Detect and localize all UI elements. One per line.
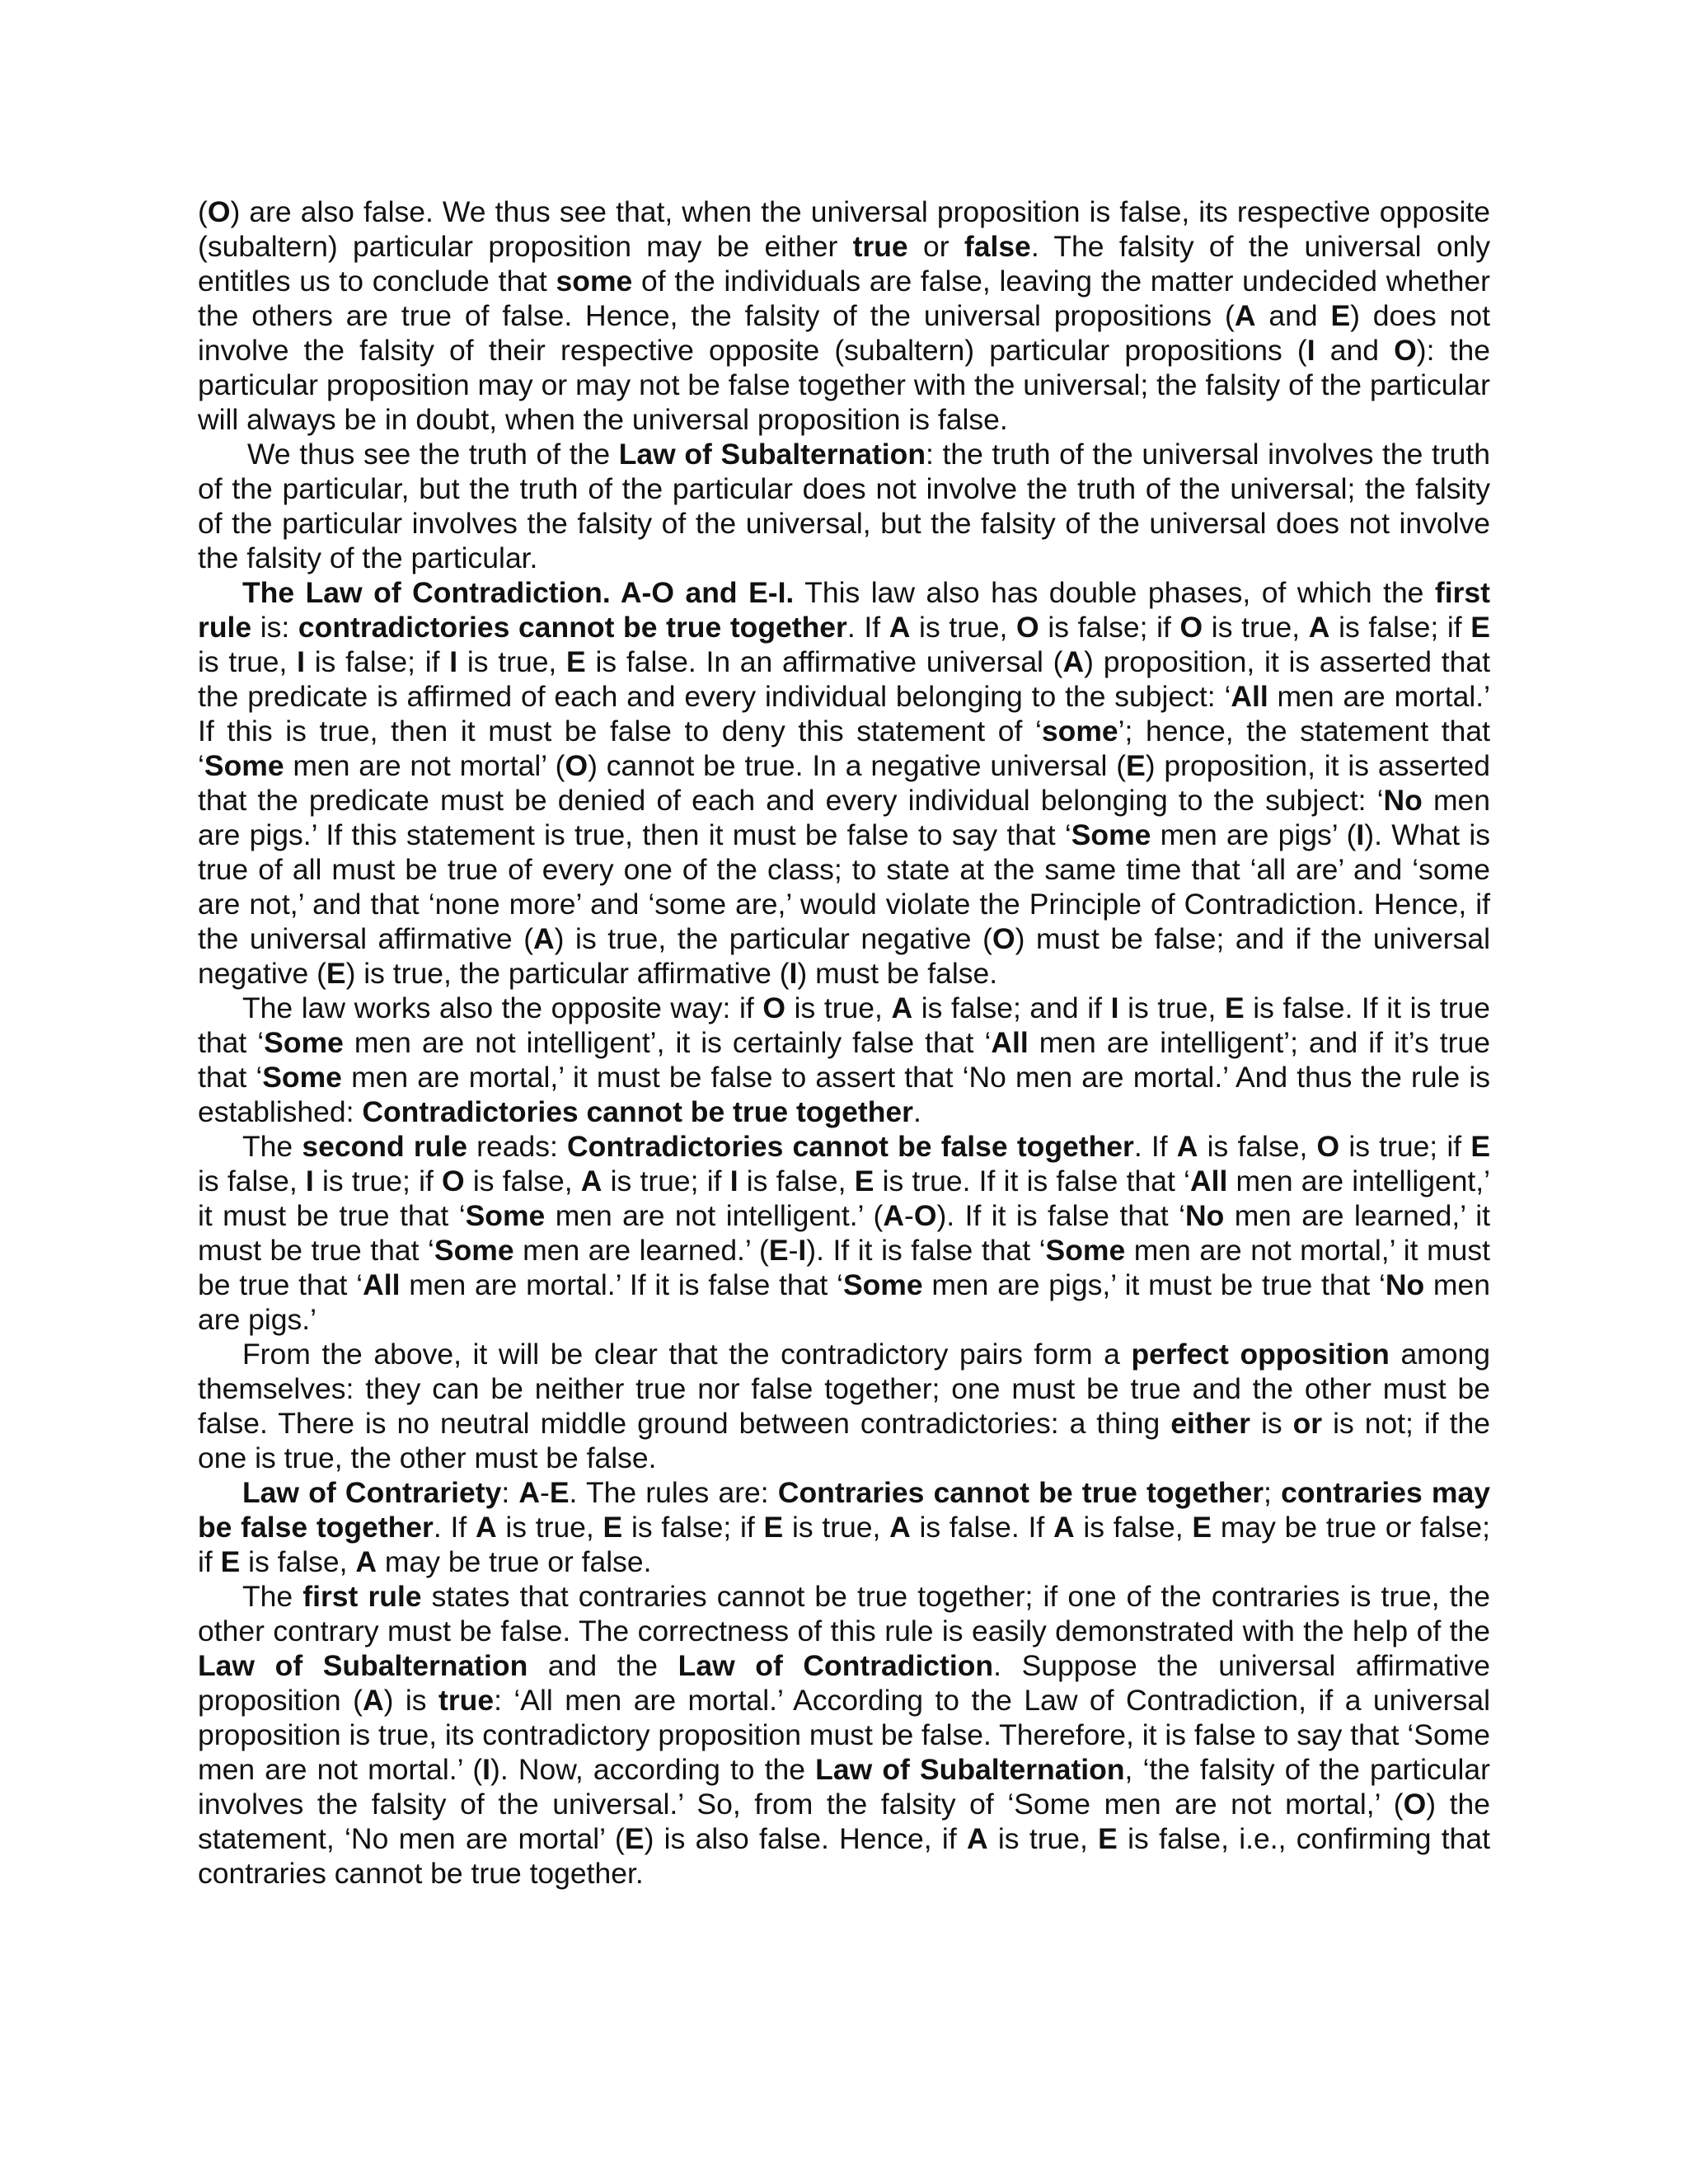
text-run: may be true or false.	[377, 1545, 652, 1578]
text-run: is false; if	[1039, 611, 1180, 644]
text-run: is:	[251, 611, 298, 644]
bold-text-run: I	[789, 957, 798, 990]
text-run: . Suppose the universal affirmative proposition (	[198, 1649, 1491, 1717]
bold-text-run: I	[1356, 818, 1365, 851]
bold-text-run: first rule	[198, 576, 1490, 644]
text-run: men are learned.’ (	[513, 1234, 769, 1267]
text-run: men are pigs.’ If this statement is true, then it must be false to say that ‘	[198, 784, 1491, 851]
bold-text-run: No	[1385, 1268, 1425, 1301]
bold-text-run: E	[1470, 1130, 1490, 1163]
paragraph	[198, 1337, 1490, 1475]
bold-text-run: Law of Contradiction	[678, 1649, 994, 1682]
text-run: The	[242, 1130, 302, 1163]
document-body	[198, 194, 1490, 1891]
text-run: ’; hence, the statement that ‘	[198, 715, 1490, 782]
text-run: ) the statement, ‘No men are mortal’ (	[198, 1788, 1490, 1855]
text-run: is false; if	[622, 1511, 764, 1544]
text-run: ): the particular proposition may or may not be false together with the universal; the falsity of the particular will always be in doubt, when the universal proposition is false.	[198, 334, 1490, 436]
bold-text-run: O	[1016, 611, 1039, 644]
bold-text-run: E	[624, 1822, 645, 1855]
bold-text-run: No	[1184, 1199, 1225, 1232]
text-run: and	[1255, 299, 1331, 332]
bold-text-run: Contraries cannot be true together	[777, 1476, 1264, 1509]
bold-text-run: A	[362, 1684, 384, 1717]
bold-text-run: A	[533, 922, 555, 955]
bold-text-run: Law of Contrariety	[242, 1476, 502, 1509]
bold-text-run: Some	[1045, 1234, 1126, 1267]
text-run: ). Now, according to the	[490, 1753, 816, 1786]
bold-text-run: The Law of Contradiction. A-O and E-I.	[242, 576, 795, 609]
text-run: ) must be false.	[797, 957, 998, 990]
bold-text-run: either	[1170, 1407, 1250, 1440]
paragraph	[198, 991, 1490, 1129]
bold-text-run: Some	[842, 1268, 923, 1301]
bold-text-run: some	[1041, 715, 1118, 748]
bold-text-run: Some	[264, 1026, 344, 1059]
bold-text-run: perfect opposition	[1131, 1338, 1390, 1371]
paragraph	[198, 1579, 1490, 1891]
bold-text-run: Some	[1071, 818, 1151, 851]
text-run: is true,	[783, 1511, 890, 1544]
bold-text-run: I	[482, 1753, 491, 1786]
text-run: is true,	[496, 1511, 603, 1544]
text-run: ). What is true of all must be true of every one of the class; to state at the same time that ‘all are’ and ‘some are not,’ and that ‘none more’ and ‘some are,’ would violate the Principle of Contradiction. Hence, if the universal affirmative (	[198, 818, 1491, 955]
text-run: is not; if the one is true, the other must be false.	[198, 1407, 1490, 1474]
text-run: is false; if	[1329, 611, 1471, 644]
text-run: men are not mortal’ (	[284, 749, 565, 782]
bold-text-run: E	[1470, 611, 1490, 644]
text-run: :	[501, 1476, 519, 1509]
bold-text-run: E	[220, 1545, 241, 1578]
text-run: (	[198, 195, 208, 228]
text-run: is true. If it is false that ‘	[874, 1165, 1190, 1197]
text-run: ) must be false; and if the universal negative (	[198, 922, 1490, 990]
bold-text-run: All	[363, 1268, 401, 1301]
text-run: states that contraries cannot be true together; if one of the contraries is true, the other contrary must be false. The correctness of this rule is easily demonstrated with the help of the	[198, 1580, 1491, 1647]
text-run: men are not intelligent.’ (	[545, 1199, 884, 1232]
text-run: is true; if	[313, 1165, 443, 1197]
bold-text-run: O	[1179, 611, 1203, 644]
bold-text-run: I	[798, 1234, 807, 1267]
text-run: is false,	[738, 1165, 855, 1197]
bold-text-run: Some	[262, 1061, 342, 1094]
bold-text-run: E	[1224, 991, 1245, 1024]
text-run: and	[1315, 334, 1395, 367]
bold-text-run: second rule	[302, 1130, 467, 1163]
text-run: is true; if	[1339, 1130, 1471, 1163]
bold-text-run: Some	[204, 749, 284, 782]
bold-text-run: I	[305, 1165, 314, 1197]
text-run: of the individuals are false, leaving the matter undecided whether the others are true of false. Hence, the falsity of the universal propositions (	[198, 265, 1490, 332]
bold-text-run: I	[1306, 334, 1315, 367]
text-run: or	[907, 230, 964, 263]
bold-text-run: I	[297, 645, 306, 678]
text-run: is false,	[464, 1165, 581, 1197]
bold-text-run: O	[1316, 1130, 1340, 1163]
text-run: ) is true, the particular affirmative (	[345, 957, 790, 990]
text-run: is false. If it is true that ‘	[198, 991, 1491, 1059]
text-run: men are intelligent’; and if it’s true that ‘	[198, 1026, 1490, 1094]
bold-text-run: A	[1234, 299, 1256, 332]
text-run: From the above, it will be clear that the contradictory pairs form a	[242, 1338, 1132, 1371]
text-run: ) is true, the particular negative (	[554, 922, 992, 955]
text-run: ;	[1264, 1476, 1282, 1509]
text-run: ) are also false. We thus see that, when the universal proposition is false, its respective opposite (subaltern) particular proposition may be either	[198, 195, 1490, 263]
text-run: ). If it is false that ‘	[806, 1234, 1046, 1267]
bold-text-run: contradictories cannot be true together	[298, 611, 847, 644]
bold-text-run: I	[729, 1165, 738, 1197]
text-run: and the	[528, 1649, 678, 1682]
text-run: is false, i.e., confirming that contraries cannot be true together.	[198, 1822, 1490, 1890]
text-run: men are pigs,’ it must be true that ‘	[922, 1268, 1386, 1301]
bold-text-run: A	[889, 611, 911, 644]
text-run: is true,	[785, 991, 892, 1024]
text-run: among themselves: they can be neither true nor false together; one must be true and the other must be false. There is no neutral middle ground between contradictories: a thing	[198, 1338, 1490, 1440]
bold-text-run: A	[580, 1165, 603, 1197]
paragraph	[198, 1129, 1490, 1337]
text-run: men are mortal,’ it must be false to assert that ‘No men are mortal.’ And thus the rule is established:	[198, 1061, 1490, 1128]
text-run: -	[904, 1199, 914, 1232]
paragraph	[198, 437, 1490, 575]
text-run: is true,	[987, 1822, 1099, 1855]
text-run: is false; and if	[912, 991, 1111, 1024]
bold-text-run: true	[438, 1684, 495, 1717]
text-run: ) is also false. Hence, if	[644, 1822, 967, 1855]
bold-text-run: O	[207, 195, 231, 228]
text-run: is true,	[1203, 611, 1309, 644]
bold-text-run: Some	[434, 1234, 514, 1267]
text-run: is false,	[198, 1165, 306, 1197]
bold-text-run: O	[1403, 1788, 1427, 1821]
text-run: men are learned,’ it must be true that ‘	[198, 1199, 1490, 1267]
bold-text-run: E	[549, 1476, 570, 1509]
text-run: may be true or false; if	[198, 1511, 1490, 1578]
bold-text-run: first rule	[302, 1580, 422, 1613]
text-run: : the truth of the universal involves the truth of the particular, but the truth of the particular does not involve the truth of the universal; the falsity of the particular involves the falsity of the universal, but the falsity of the universal does not involve the falsity of the particular.	[198, 438, 1490, 574]
bold-text-run: A	[889, 1511, 911, 1544]
text-run: .	[913, 1095, 921, 1128]
bold-text-run: O	[913, 1199, 937, 1232]
paragraph	[198, 194, 1490, 437]
bold-text-run: O	[1394, 334, 1417, 367]
bold-text-run: Contradictories cannot be false together	[567, 1130, 1134, 1163]
bold-text-run: Law of Subalternation	[618, 438, 926, 471]
bold-text-run: E	[763, 1511, 784, 1544]
bold-text-run: A	[1053, 1511, 1075, 1544]
bold-text-run: E	[1330, 299, 1351, 332]
bold-text-run: All	[991, 1026, 1029, 1059]
text-run: men are pigs.’	[198, 1268, 1490, 1336]
text-run: is false,	[1074, 1511, 1193, 1544]
bold-text-run: true	[852, 230, 908, 263]
text-run: ) is	[383, 1684, 439, 1717]
text-run: men are not intelligent’, it is certainly false that ‘	[343, 1026, 992, 1059]
bold-text-run: O	[565, 749, 588, 782]
text-run: . The rules are:	[569, 1476, 778, 1509]
text-run: : ‘All men are mortal.’ According to the Law of Contradiction, if a universal proposition is true, its contradictory proposition must be false. Therefore, it is false to say that ‘Some men are not mortal.’ (	[198, 1684, 1490, 1786]
bold-text-run: E	[603, 1511, 623, 1544]
bold-text-run: A	[475, 1511, 497, 1544]
bold-text-run: E	[1126, 749, 1146, 782]
text-run: . If	[846, 611, 889, 644]
bold-text-run: No	[1383, 784, 1423, 817]
bold-text-run: A	[1176, 1130, 1198, 1163]
text-run: ) cannot be true. In a negative universal (	[588, 749, 1127, 782]
bold-text-run: A	[1308, 611, 1330, 644]
bold-text-run: E	[1192, 1511, 1212, 1544]
bold-text-run: false	[964, 230, 1031, 263]
text-run: . If	[433, 1511, 476, 1544]
text-run: -	[788, 1234, 799, 1267]
bold-text-run: Some	[465, 1199, 546, 1232]
bold-text-run: All	[1189, 1165, 1228, 1197]
bold-text-run: A	[1062, 645, 1085, 678]
text-run: is false; if	[305, 645, 450, 678]
bold-text-run: contraries may be false together	[198, 1476, 1490, 1544]
paragraph	[198, 575, 1490, 991]
bold-text-run: A	[518, 1476, 541, 1509]
bold-text-run: Contradictories cannot be true together	[362, 1095, 913, 1128]
bold-text-run: O	[442, 1165, 465, 1197]
bold-text-run: O	[762, 991, 785, 1024]
bold-text-run: E	[326, 957, 346, 990]
bold-text-run: O	[992, 922, 1015, 955]
bold-text-run: E	[1098, 1822, 1118, 1855]
bold-text-run: Law of Subalternation	[198, 1649, 528, 1682]
text-run: is false,	[240, 1545, 356, 1578]
bold-text-run: E	[566, 645, 586, 678]
bold-text-run: A	[966, 1822, 988, 1855]
bold-text-run: Law of Subalternation	[815, 1753, 1125, 1786]
text-run: is false. If	[910, 1511, 1053, 1544]
bold-text-run: or	[1292, 1407, 1323, 1440]
text-run: The	[242, 1580, 303, 1613]
bold-text-run: A	[355, 1545, 377, 1578]
text-run: This law also has double phases, of which the	[794, 576, 1435, 609]
bold-text-run: E	[768, 1234, 789, 1267]
text-run: ) proposition, it is asserted that the predicate must be denied of each and every individual belonging to the subject: ‘	[198, 749, 1490, 817]
text-run: We thus see the truth of the	[247, 438, 619, 471]
text-run: ). If it is false that ‘	[936, 1199, 1185, 1232]
text-run: -	[540, 1476, 550, 1509]
text-run: . If	[1133, 1130, 1177, 1163]
bold-text-run: some	[556, 265, 633, 298]
text-run: is true,	[1118, 991, 1225, 1024]
bold-text-run: I	[1110, 991, 1119, 1024]
text-run: men are pigs’ (	[1151, 818, 1357, 851]
text-run: is	[1250, 1407, 1293, 1440]
text-run: , ‘the falsity of the particular involves the falsity of the universal.’ So, from the falsity of ‘Some men are not mortal,’ (	[198, 1753, 1490, 1821]
text-run: is true,	[910, 611, 1017, 644]
bold-text-run: I	[449, 645, 458, 678]
bold-text-run: A	[891, 991, 913, 1024]
text-run: . The falsity of the universal only entitles us to conclude that	[198, 230, 1490, 298]
bold-text-run: A	[883, 1199, 905, 1232]
text-run: men are mortal.’ If this is true, then it must be false to deny this statement of ‘	[198, 680, 1490, 748]
text-run: The law works also the opposite way: if	[242, 991, 763, 1024]
text-run: reads:	[467, 1130, 568, 1163]
text-run: men are mortal.’ If it is false that ‘	[400, 1268, 843, 1301]
text-run: men are intelligent,’ it must be true that ‘	[198, 1165, 1491, 1232]
paragraph	[198, 1475, 1490, 1579]
text-run: is true,	[457, 645, 567, 678]
document-page	[198, 194, 1490, 1891]
text-run: ) proposition, it is asserted that the predicate is affirmed of each and every individual belonging to the subject: ‘	[198, 645, 1490, 713]
text-run: is false,	[1198, 1130, 1317, 1163]
text-run: is false. In an affirmative universal (	[585, 645, 1063, 678]
bold-text-run: All	[1231, 680, 1268, 713]
bold-text-run: E	[854, 1165, 874, 1197]
text-run: men are not mortal,’ it must be true that ‘	[198, 1234, 1490, 1301]
text-run: is true; if	[602, 1165, 730, 1197]
text-run: is true,	[198, 645, 298, 678]
text-run: ) does not involve the falsity of their respective opposite (subaltern) particular propositions (	[198, 299, 1490, 367]
